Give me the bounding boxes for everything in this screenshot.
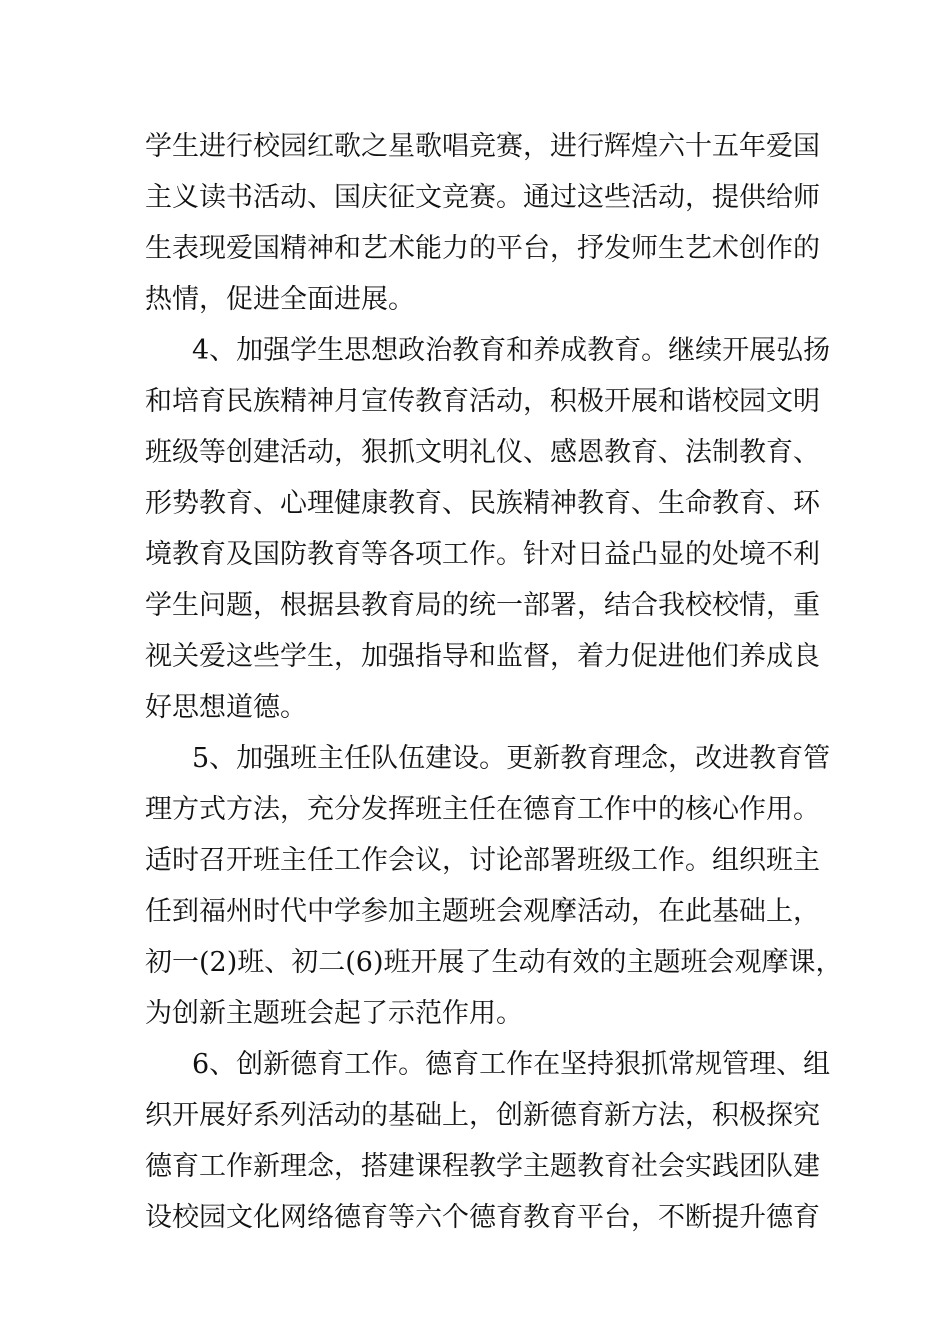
text-line: 和培育民族精神月宣传教育活动，积极开展和谐校园文明	[145, 386, 820, 417]
text-line: 适时召开班主任工作会议，讨论部署班级工作。组织班主	[145, 845, 820, 876]
text-line: 为创新主题班会起了示范作用。	[145, 998, 523, 1029]
paragraph-5-first-line: 5、加强班主任队伍建设。更新教育理念，改进教育管	[192, 743, 831, 774]
text-line: 班级等创建活动，狠抓文明礼仪、感恩教育、法制教育、	[145, 437, 820, 468]
text-line: 境教育及国防教育等各项工作。针对日益凸显的处境不利	[145, 539, 820, 570]
text-line: 学生进行校园红歌之星歌唱竞赛，进行辉煌六十五年爱国	[145, 131, 820, 162]
text-line: 视关爱这些学生，加强指导和监督，着力促进他们养成良	[145, 641, 820, 672]
paragraph-4-first-line: 4、加强学生思想政治教育和养成教育。继续开展弘扬	[192, 335, 831, 366]
text-line: 任到福州时代中学参加主题班会观摩活动，在此基础上，	[145, 896, 820, 927]
text-line: 织开展好系列活动的基础上，创新德育新方法，积极探究	[145, 1100, 820, 1131]
text-line: 生表现爱国精神和艺术能力的平台，抒发师生艺术创作的	[145, 233, 820, 264]
text-line: 好思想道德。	[145, 692, 307, 723]
text-line: 学生问题，根据县教育局的统一部署，结合我校校情，重	[145, 590, 820, 621]
text-line: 主义读书活动、国庆征文竞赛。通过这些活动，提供给师	[145, 182, 820, 213]
text-line: 设校园文化网络德育等六个德育教育平台，不断提升德育	[145, 1202, 820, 1233]
text-line: 热情，促进全面进展。	[145, 284, 415, 315]
text-line: 形势教育、心理健康教育、民族精神教育、生命教育、环	[145, 488, 820, 519]
paragraph-6-first-line: 6、创新德育工作。德育工作在坚持狠抓常规管理、组	[192, 1049, 831, 1080]
text-line: 理方式方法，充分发挥班主任在德育工作中的核心作用。	[145, 794, 820, 825]
text-line: 德育工作新理念，搭建课程教学主题教育社会实践团队建	[145, 1151, 820, 1182]
text-line: 初一(2)班、初二(6)班开展了生动有效的主题班会观摩课，	[145, 947, 843, 978]
